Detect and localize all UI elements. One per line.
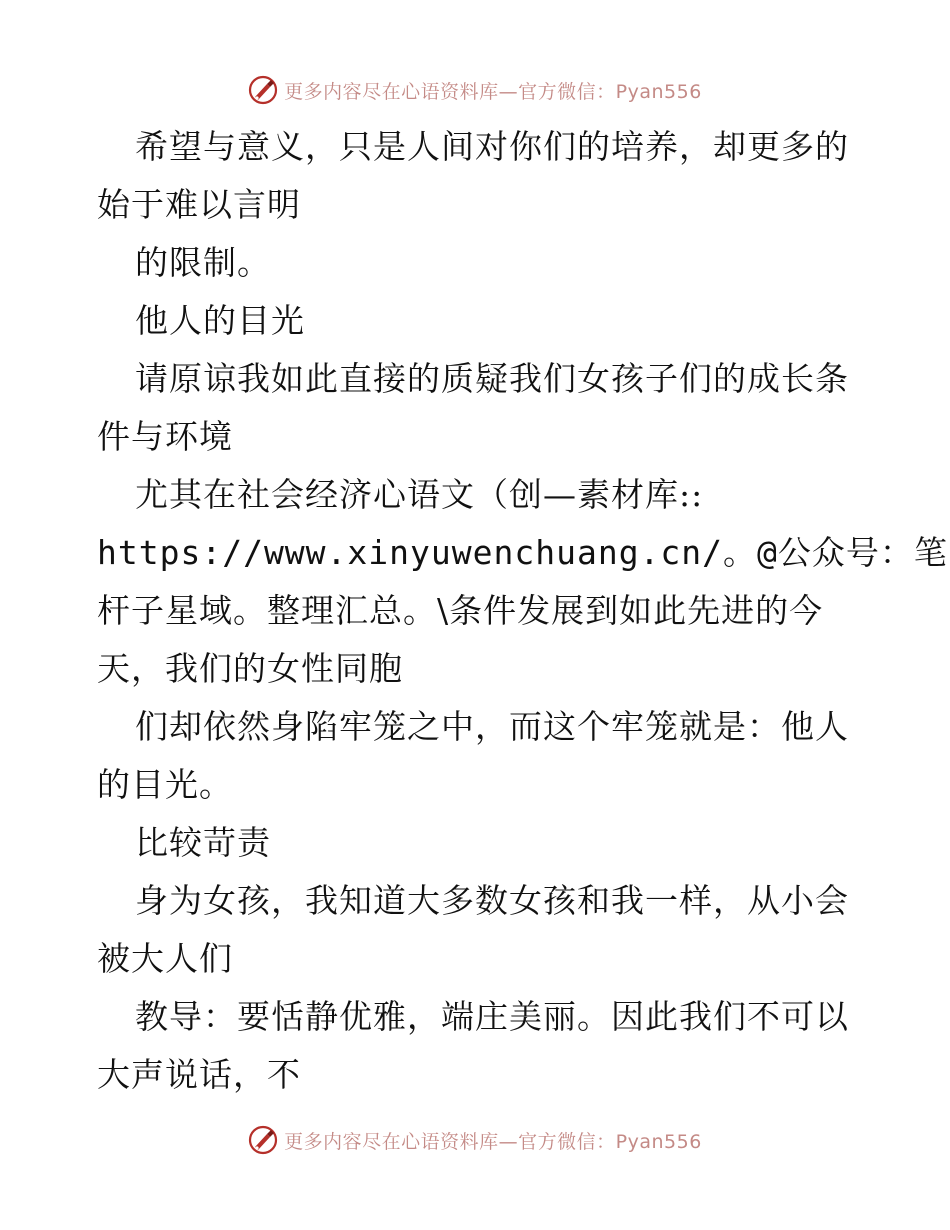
header-watermark — [0, 70, 950, 110]
text-line: 希望与意义，只是人间对你们的培养，却更多的 — [135, 127, 849, 166]
pen-logo-icon — [248, 1125, 278, 1155]
text-line: 的目光。 — [97, 765, 233, 804]
text-line: 身为女孩，我知道大多数女孩和我一样，从小会 — [135, 881, 849, 920]
text-line: 天，我们的女性同胞 — [97, 649, 403, 688]
text-line: 始于难以言明 — [97, 185, 301, 224]
text-line: 他人的目光 — [135, 301, 305, 340]
text-line: 杆子星域。整理汇总。\条件发展到如此先进的今 — [97, 591, 824, 630]
text-line: 教导：要恬静优雅，端庄美丽。因此我们不可以 — [135, 997, 849, 1036]
pen-logo-icon — [248, 75, 278, 105]
text-line: 件与环境 — [97, 417, 233, 456]
text-line: 大声说话，不 — [97, 1055, 301, 1094]
text-line: 的限制。 — [135, 243, 271, 282]
text-line: 们却依然身陷牢笼之中，而这个牢笼就是：他人 — [135, 707, 849, 746]
header-watermark-text: 更多内容尽在心语资料库—官方微信：Pyan556 — [284, 80, 702, 103]
document-body — [97, 118, 948, 1104]
text-line: 尤其在社会经济心语文（创—素材库:: — [135, 475, 704, 514]
footer-watermark-text: 更多内容尽在心语资料库—官方微信：Pyan556 — [284, 1130, 702, 1153]
footer-watermark — [0, 1120, 950, 1160]
text-line: 请原谅我如此直接的质疑我们女孩子们的成长条 — [135, 359, 849, 398]
text-line: 比较苛责 — [135, 823, 271, 862]
text-line: 被大人们 — [97, 939, 233, 978]
text-line: https://www.xinyuwenchuang.cn/。@公众号：笔 — [97, 533, 948, 572]
